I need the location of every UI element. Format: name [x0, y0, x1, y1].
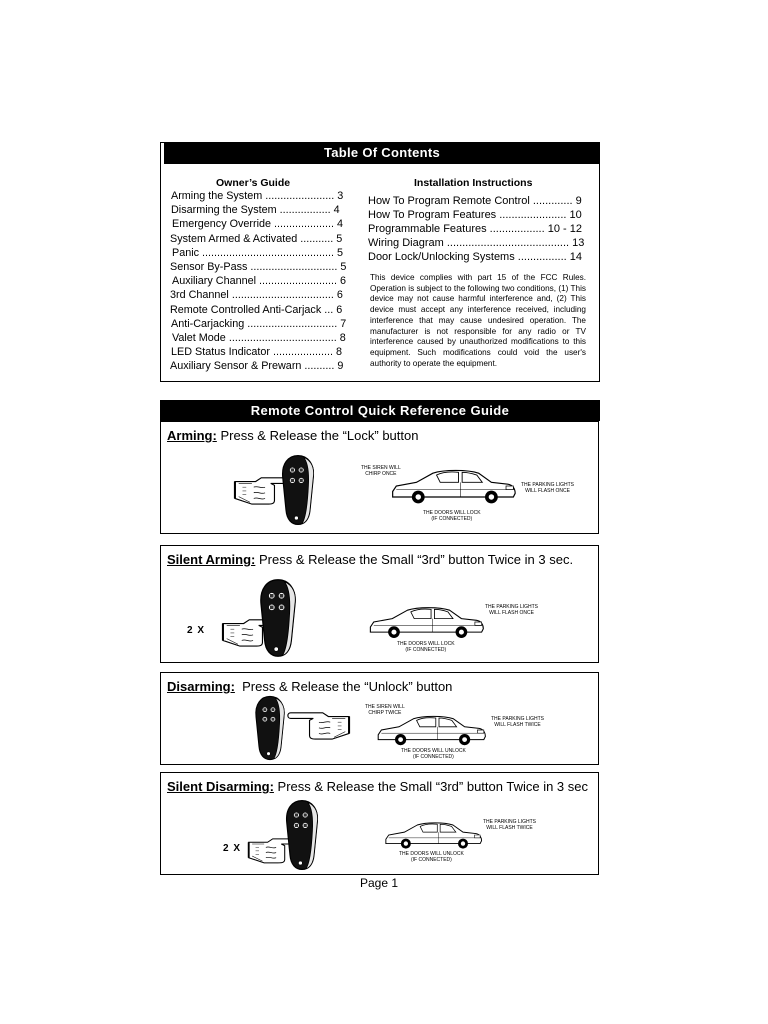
remote-control-icon: [253, 578, 303, 658]
toc-item: Wiring Diagram ........................................ 13: [368, 237, 585, 249]
disarming-label: Disarming:: [167, 679, 235, 694]
car-icon: [389, 466, 517, 506]
remote-control-icon: [275, 454, 321, 526]
toc-title: Table Of Contents: [164, 142, 600, 164]
caption-doors: THE DOORS WILL UNLOCK (IF CONNECTED): [399, 851, 464, 863]
toc-item: Emergency Override .................... 4: [172, 218, 344, 231]
silent-arming-title: [167, 552, 573, 567]
toc-item: System Armed & Activated ........... 5: [170, 232, 343, 245]
arming-section: [160, 421, 599, 534]
disarming-instruction: Press & Release the “Unlock” button: [242, 679, 453, 694]
installation-list: [368, 194, 584, 264]
arming-title: [167, 428, 418, 443]
toc-item: LED Status Indicator .................... 8: [171, 346, 343, 359]
caption-lights: THE PARKING LIGHTS WILL FLASH TWICE: [483, 819, 536, 831]
caption-doors: THE DOORS WILL LOCK (IF CONNECTED): [397, 641, 455, 653]
owners-guide-list: [170, 189, 346, 373]
multiplier-label: 2 X: [187, 625, 206, 636]
toc-item: Remote Controlled Anti-Carjack ... 6: [170, 303, 343, 316]
silent-disarming-title: [167, 779, 588, 794]
toc-item: Programmable Features .................. 10 - 12: [368, 223, 582, 235]
multiplier-label: 2 X: [223, 843, 242, 854]
silent-arming-instruction: Press & Release the Small “3rd” button Twice in 3 sec.: [258, 552, 574, 567]
toc-item: Door Lock/Unlocking Systems ................ 14: [368, 251, 582, 263]
arming-instruction: Press & Release the “Lock” button: [220, 428, 419, 443]
page-number: Page 1: [360, 876, 399, 890]
toc-item: 3rd Channel .................................. 6: [170, 289, 343, 302]
disarming-section: [160, 672, 599, 765]
toc-item: Disarming the System ................. 4: [171, 204, 340, 217]
remote-control-icon: [279, 799, 325, 871]
toc-item: Valet Mode .................................... 8: [172, 331, 346, 344]
installation-heading: Installation Instructions: [414, 177, 533, 189]
toc-item: How To Program Features ...................... 10: [368, 209, 582, 221]
disarming-title: [167, 679, 452, 694]
car-icon: [375, 713, 487, 747]
hand-icon: [285, 709, 351, 741]
toc-item: Anti-Carjacking .............................. 7: [171, 317, 347, 330]
silent-disarming-label: Silent Disarming:: [167, 779, 274, 794]
toc-item: Auxiliary Channel .......................... 6: [172, 275, 347, 288]
car-icon: [367, 604, 485, 640]
quick-reference-title: Remote Control Quick Reference Guide: [160, 400, 600, 421]
car-icon: [383, 819, 483, 851]
caption-lights: THE PARKING LIGHTS WILL FLASH TWICE: [491, 716, 544, 728]
caption-doors: THE DOORS WILL UNLOCK (IF CONNECTED): [401, 748, 466, 760]
toc-item: Auxiliary Sensor & Prewarn .......... 9: [170, 360, 344, 373]
caption-lights: THE PARKING LIGHTS WILL FLASH ONCE: [485, 604, 538, 616]
toc-item: Panic ............................................ 5: [172, 246, 344, 259]
fcc-notice: This device complies with part 15 of the FCC Rules. Operation is subject to the following two conditions, (1) This device may not cause harmful interference and, (2) This device must accept any interference received, including interference that may cause undesired operation. The manufacturer is not responsible for any radio or TV interference caused by unauthorized modifications to this equipment. Such modifications could void the user's authority to operate the equipment.: [370, 273, 586, 368]
toc-item: Arming the System ....................... 3: [171, 190, 344, 202]
caption-doors: THE DOORS WILL LOCK (IF CONNECTED): [423, 510, 481, 522]
caption-siren: THE SIREN WILL CHIRP TWICE: [365, 704, 405, 716]
silent-disarming-instruction: Press & Release the Small “3rd” button Twice in 3 sec: [277, 779, 589, 794]
silent-disarming-section: [160, 772, 599, 875]
owners-guide-heading: Owner’s Guide: [216, 177, 291, 189]
arming-label: Arming:: [167, 428, 217, 443]
toc-item: How To Program Remote Control ............. 9: [368, 195, 582, 207]
toc-item: Sensor By-Pass ............................. 5: [170, 260, 347, 273]
caption-siren: THE SIREN WILL CHIRP ONCE: [361, 465, 401, 477]
caption-lights: THE PARKING LIGHTS WILL FLASH ONCE: [521, 482, 574, 494]
silent-arming-section: [160, 545, 599, 663]
silent-arming-label: Silent Arming:: [167, 552, 256, 567]
